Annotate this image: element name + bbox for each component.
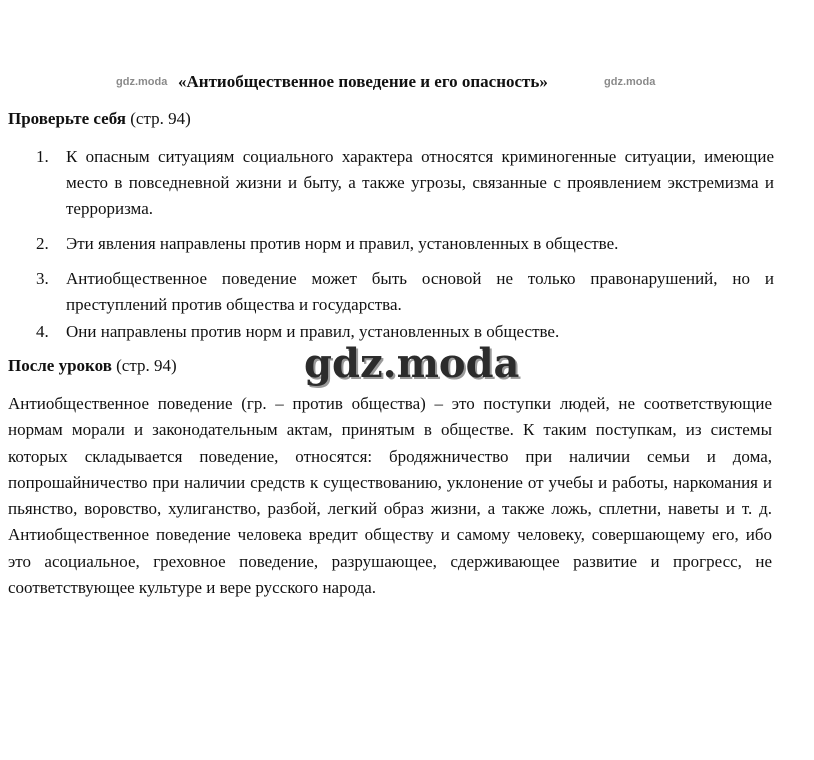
- list-item-number: 2.: [36, 234, 49, 253]
- after-lesson-paragraph: Антиобщественное поведение (гр. – против общества) – это поступки людей, не соответствующие нормам морали и законодательным актам, принятым в обществе. К таким поступкам, из системы которых складывается поведение, относятся: бродяжничество при наличии семьи и дома, попрошайничество при наличии средств к существованию, уклонение от учебы и работы, наркомания и пьянство, воровство, хулиганство, разбой, легкий образ жизни, а также ложь, сплетни, наветы и т. д. Антиобщественное поведение человека вредит обществу и самому человеку, совершающему его, ибо это асоциальное, греховное поведение, разрушающее, сдерживающее развитие и прогресс, не соответствующее культуре и вере русского народа.: [8, 394, 772, 598]
- list-item: [36, 266, 774, 318]
- watermark-left: gdz.moda: [116, 76, 168, 88]
- list-item: [36, 231, 774, 257]
- list-item-number: 4.: [36, 322, 49, 341]
- list-item-text: К опасным ситуациям социального характера относятся криминогенные ситуации, имеющие место в повседневной жизни и быту, а также угрозы, связанные с проявлением экстремизма и терроризма.: [66, 147, 774, 218]
- list-item-text: Эти явления направлены против норм и правил, установленных в обществе.: [66, 234, 619, 253]
- section-check-heading: [8, 109, 191, 129]
- section-after-heading: [8, 356, 177, 376]
- watermark-logo: gdz.moda: [304, 340, 520, 387]
- section-check-page-ref: (стр. 94): [130, 109, 191, 128]
- list-item-number: 1.: [36, 147, 49, 166]
- list-item-number: 3.: [36, 269, 49, 288]
- watermark-right: gdz.moda: [604, 76, 656, 88]
- section-after-page-ref: (стр. 94): [116, 356, 177, 375]
- list-item-text: Антиобщественное поведение может быть основой не только правонарушений, но и преступлений против общества и государства.: [66, 269, 774, 314]
- list-item: [36, 144, 774, 222]
- list-item-text: Они направлены против норм и правил, установленных в обществе.: [66, 322, 560, 341]
- page-title: «Антиобщественное поведение и его опасность»: [178, 72, 548, 91]
- section-check-title: Проверьте себя: [8, 109, 126, 128]
- section-after-title: После уроков: [8, 356, 112, 375]
